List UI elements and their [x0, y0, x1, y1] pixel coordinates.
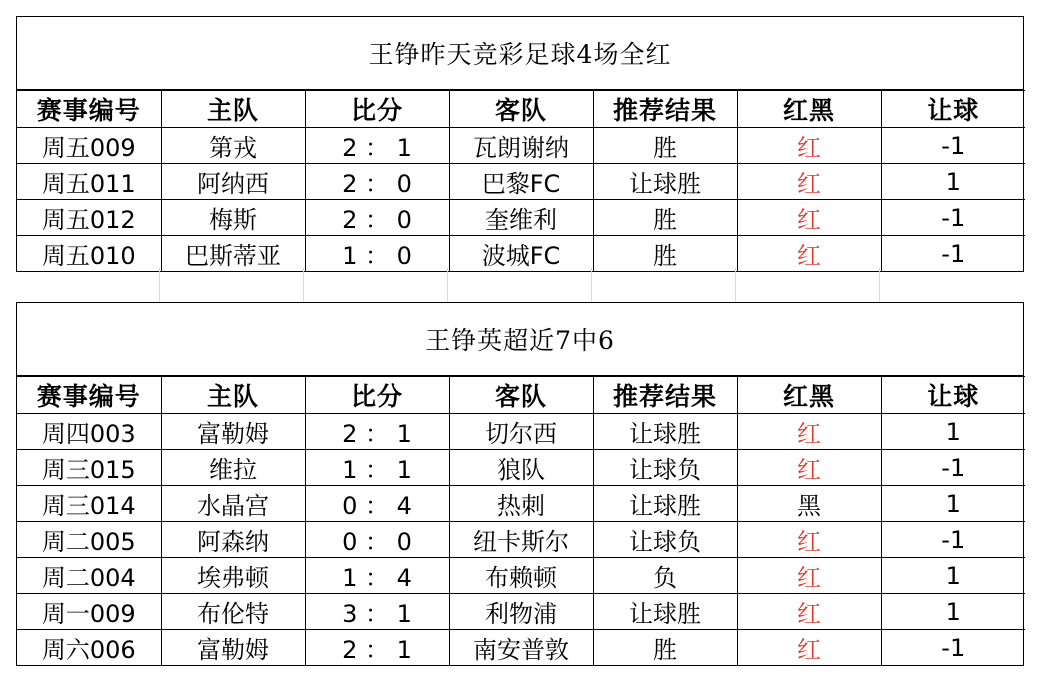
cell-handicap: -1: [881, 128, 1025, 164]
table-1-header-row: [17, 91, 1025, 128]
cell-home-team: 维拉: [161, 450, 305, 486]
cell-match-id: 周三015: [17, 450, 161, 486]
cell-home-team: 富勒姆: [161, 630, 305, 666]
cell-result: 红: [737, 450, 881, 486]
cell-pick: 让球负: [593, 450, 737, 486]
cell-pick: 胜: [593, 236, 737, 272]
cell-home-team: 富勒姆: [161, 414, 305, 450]
table-row: [17, 128, 1025, 164]
header-match-id: 赛事编号: [17, 91, 161, 128]
cell-away-team: 布赖顿: [449, 558, 593, 594]
cell-home-team: 阿森纳: [161, 522, 305, 558]
header-pick: 推荐结果: [593, 377, 737, 414]
gap-cell: [880, 268, 1024, 302]
table-row: [17, 164, 1025, 200]
cell-match-id: 周六006: [17, 630, 161, 666]
cell-pick: 让球胜: [593, 486, 737, 522]
cell-match-id: 周五011: [17, 164, 161, 200]
cell-handicap: -1: [881, 450, 1025, 486]
cell-away-team: 南安普敦: [449, 630, 593, 666]
gap-cell: [448, 268, 592, 302]
results-table-1: [16, 16, 1024, 272]
cell-score: 3 ： 1: [305, 594, 449, 630]
cell-pick: 让球胜: [593, 594, 737, 630]
cell-result: 红: [737, 128, 881, 164]
cell-away-team: 巴黎FC: [449, 164, 593, 200]
cell-handicap: 1: [881, 594, 1025, 630]
cell-match-id: 周五010: [17, 236, 161, 272]
cell-away-team: 纽卡斯尔: [449, 522, 593, 558]
table-row: [17, 414, 1025, 450]
cell-handicap: -1: [881, 522, 1025, 558]
cell-away-team: 利物浦: [449, 594, 593, 630]
gap-cell: [304, 268, 448, 302]
table-row: [17, 486, 1025, 522]
cell-home-team: 梅斯: [161, 200, 305, 236]
cell-handicap: 1: [881, 164, 1025, 200]
gap-cell: [592, 268, 736, 302]
header-pick: 推荐结果: [593, 91, 737, 128]
cell-result: 红: [737, 236, 881, 272]
cell-pick: 胜: [593, 200, 737, 236]
cell-home-team: 水晶宫: [161, 486, 305, 522]
cell-away-team: 热刺: [449, 486, 593, 522]
cell-match-id: 周五012: [17, 200, 161, 236]
cell-handicap: 1: [881, 414, 1025, 450]
cell-score: 0 ： 0: [305, 522, 449, 558]
table-2-title: 王铮英超近7中6: [17, 303, 1023, 376]
cell-score: 0 ： 4: [305, 486, 449, 522]
cell-score: 2 ： 1: [305, 128, 449, 164]
results-table-2: [16, 302, 1024, 666]
header-home-team: 主队: [161, 377, 305, 414]
cell-result: 红: [737, 594, 881, 630]
cell-handicap: -1: [881, 630, 1025, 666]
cell-score: 2 ： 1: [305, 414, 449, 450]
header-score: 比分: [305, 377, 449, 414]
cell-match-id: 周五009: [17, 128, 161, 164]
cell-handicap: 1: [881, 486, 1025, 522]
cell-handicap: -1: [881, 200, 1025, 236]
cell-result: 红: [737, 522, 881, 558]
gap-cell: [160, 268, 304, 302]
header-home-team: 主队: [161, 91, 305, 128]
cell-home-team: 第戎: [161, 128, 305, 164]
header-result: 红黑: [737, 377, 881, 414]
cell-pick: 胜: [593, 128, 737, 164]
table-2-grid: [17, 376, 1025, 665]
cell-away-team: 狼队: [449, 450, 593, 486]
cell-away-team: 瓦朗谢纳: [449, 128, 593, 164]
cell-result: 红: [737, 558, 881, 594]
table-row: [17, 630, 1025, 666]
cell-pick: 负: [593, 558, 737, 594]
cell-pick: 让球负: [593, 522, 737, 558]
table-row: [17, 594, 1025, 630]
cell-match-id: 周三014: [17, 486, 161, 522]
cell-pick: 让球胜: [593, 164, 737, 200]
cell-pick: 胜: [593, 630, 737, 666]
cell-match-id: 周四003: [17, 414, 161, 450]
table-1-title: 王铮昨天竞彩足球4场全红: [17, 17, 1023, 90]
table-row: [17, 200, 1025, 236]
cell-score: 2 ： 1: [305, 630, 449, 666]
cell-score: 1 ： 1: [305, 450, 449, 486]
table-1-grid: [17, 90, 1025, 271]
header-away-team: 客队: [449, 377, 593, 414]
gap-cell: [736, 268, 880, 302]
header-handicap: 让球: [881, 91, 1025, 128]
cell-result: 黑: [737, 486, 881, 522]
header-score: 比分: [305, 91, 449, 128]
table-row: [17, 236, 1025, 272]
cell-match-id: 周二004: [17, 558, 161, 594]
cell-result: 红: [737, 200, 881, 236]
cell-away-team: 波城FC: [449, 236, 593, 272]
header-away-team: 客队: [449, 91, 593, 128]
cell-result: 红: [737, 630, 881, 666]
cell-home-team: 阿纳西: [161, 164, 305, 200]
gap-cell: [16, 268, 160, 302]
header-match-id: 赛事编号: [17, 377, 161, 414]
cell-score: 1 ： 0: [305, 236, 449, 272]
table-row: [17, 450, 1025, 486]
cell-result: 红: [737, 164, 881, 200]
cell-home-team: 布伦特: [161, 594, 305, 630]
cell-home-team: 埃弗顿: [161, 558, 305, 594]
cell-pick: 让球胜: [593, 414, 737, 450]
header-handicap: 让球: [881, 377, 1025, 414]
cell-away-team: 奎维利: [449, 200, 593, 236]
header-result: 红黑: [737, 91, 881, 128]
table-2-header-row: [17, 377, 1025, 414]
cell-score: 2 ： 0: [305, 200, 449, 236]
spreadsheet-gap-row: [16, 268, 1024, 302]
table-row: [17, 558, 1025, 594]
cell-match-id: 周一009: [17, 594, 161, 630]
cell-score: 1 ： 4: [305, 558, 449, 594]
cell-result: 红: [737, 414, 881, 450]
cell-handicap: 1: [881, 558, 1025, 594]
cell-score: 2 ： 0: [305, 164, 449, 200]
cell-match-id: 周二005: [17, 522, 161, 558]
cell-handicap: -1: [881, 236, 1025, 272]
cell-away-team: 切尔西: [449, 414, 593, 450]
cell-home-team: 巴斯蒂亚: [161, 236, 305, 272]
table-row: [17, 522, 1025, 558]
